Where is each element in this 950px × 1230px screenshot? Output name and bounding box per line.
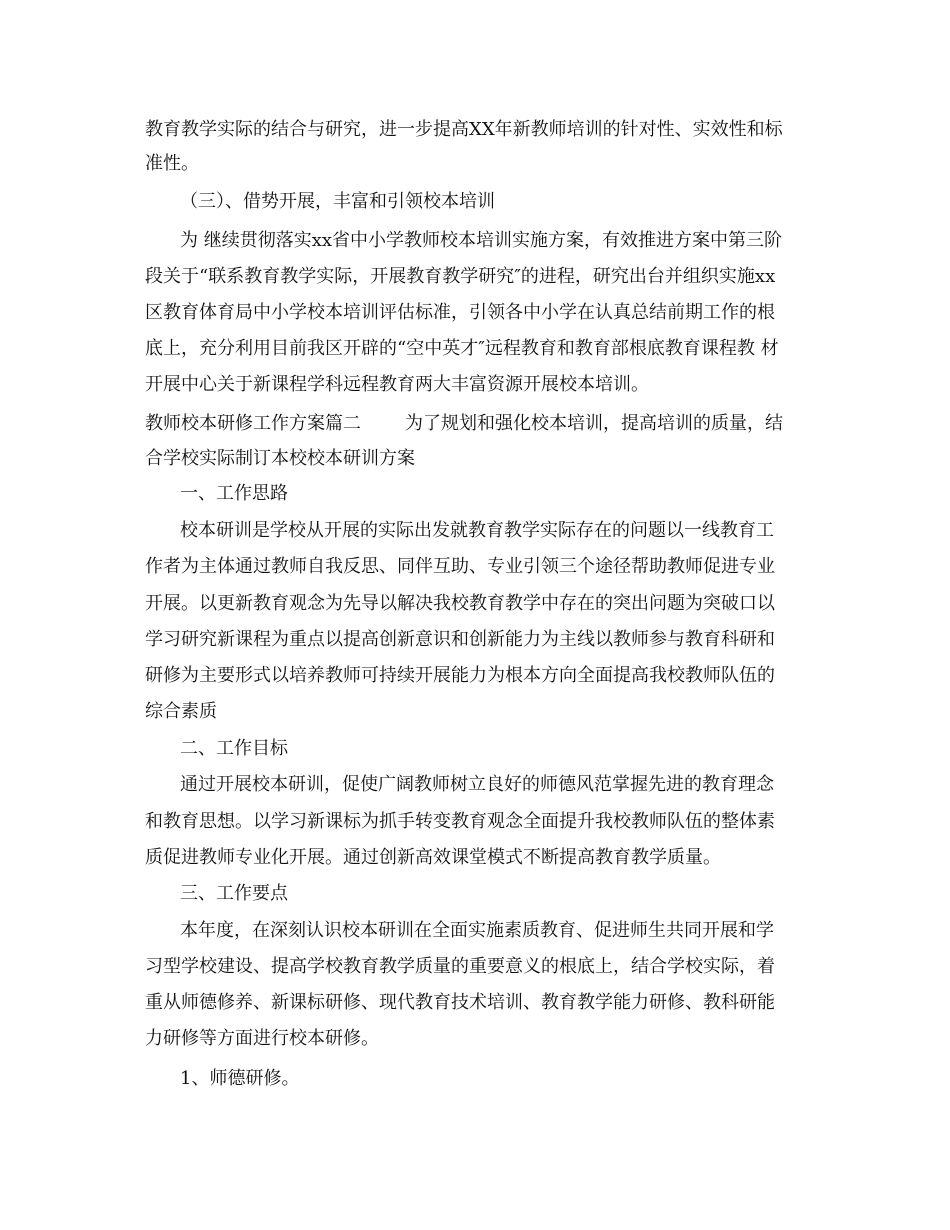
paragraph-line: 作者为主体通过教师自我反思、同伴互助、专业引领三个途径帮助教师促进专业	[145, 556, 775, 577]
paragraph-line: 力研修等方面进行校本研修。	[145, 1028, 379, 1049]
paragraph-text: 为了规划和强化校本培训，提高培训的质量，结	[405, 413, 783, 434]
subsection-heading: 1、师德研修。	[180, 1068, 300, 1089]
paragraph-line: 教育教学实际的结合与研究，进一步提高XX年新教师培训的针对性、实效性和标	[145, 119, 783, 140]
paragraph-line: 准性。	[145, 153, 199, 174]
section-heading: 三、工作要点	[180, 883, 288, 904]
paragraph-line: 和教育思想。以学习新课标为抓手转变教育观念全面提升我校教师队伍的整体素	[145, 811, 775, 832]
paragraph-line: 为 继续贯彻落实xx省中小学教师校本培训实施方案，有效推进方案中第三阶	[180, 230, 783, 251]
paragraph-line: 开展中心关于新课程学科远程教育两大丰富资源开展校本培训。	[145, 374, 649, 395]
document-title: 教师校本研修工作方案篇二	[145, 413, 361, 434]
paragraph-line: 综合素质	[145, 701, 217, 722]
paragraph-line: 合学校实际制订本校校本研训方案	[145, 448, 415, 469]
section-heading: 一、工作思路	[180, 483, 288, 504]
paragraph-line: 通过开展校本研训，促使广阔教师树立良好的师德风范掌握先进的教育理念	[180, 774, 774, 795]
paragraph-line: 校本研训是学校从开展的实际出发就教育教学实际存在的问题以一线教育工	[180, 520, 774, 541]
paragraph-line: 研修为主要形式以培养教师可持续开展能力为根本方向全面提高我校教师队伍的	[145, 665, 775, 686]
paragraph-line: 开展。以更新教育观念为先导以解决我校教育教学中存在的突出问题为突破口以	[145, 593, 775, 614]
paragraph-line: 习型学校建设、提高学校教育教学质量的重要意义的根底上，结合学校实际，着	[145, 956, 775, 977]
section-heading: （三）、借势开展，丰富和引领校本培训	[180, 191, 495, 212]
paragraph-line: 学习研究新课程为重点以提高创新意识和创新能力为主线以教师参与教育科研和	[145, 629, 775, 650]
paragraph-line: 质促进教师专业化开展。通过创新高效课堂模式不断提高教育教学质量。	[145, 847, 721, 868]
paragraph-line: 段关于“联系教育教学实际，开展教育教学研究″的进程，研究出台并组织实施xx	[145, 266, 776, 287]
title-line	[145, 412, 825, 436]
paragraph-line: 重从师德修养、新课标研修、现代教育技术培训、教育教学能力研修、教科研能	[145, 992, 775, 1013]
paragraph-line: 本年度，在深刻认识校本研训在全面实施素质教育、促进师生共同开展和学	[180, 920, 774, 941]
section-heading: 二、工作目标	[180, 738, 288, 759]
paragraph-line: 底上，充分利用目前我区开辟的“空中英才″远程教育和教育部根底教育课程教 材	[145, 338, 779, 359]
paragraph-line: 区教育体育局中小学校本培训评估标准，引领各中小学在认真总结前期工作的根	[145, 302, 775, 323]
